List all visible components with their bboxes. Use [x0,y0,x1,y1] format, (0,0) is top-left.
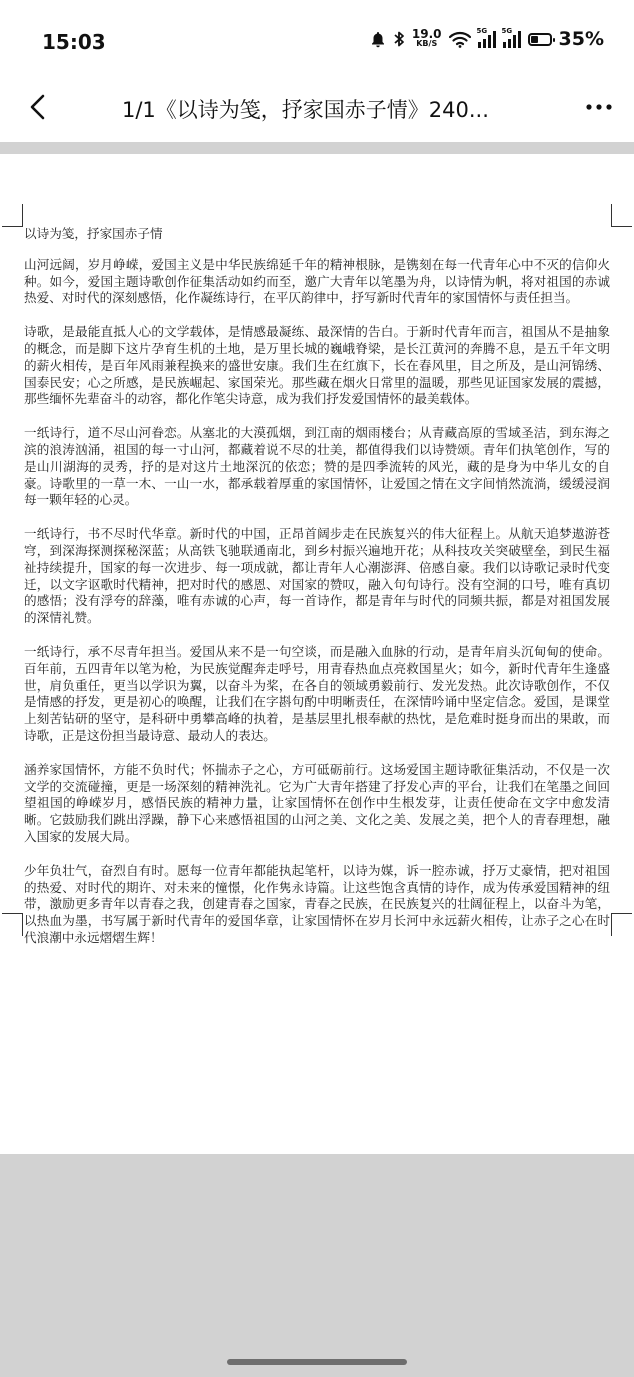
paragraph-3: 一纸诗行，道不尽山河眷恋。从塞北的大漠孤烟，到江南的烟雨楼台；从青藏高原的雪域圣洁，到东海之滨的浪涛汹涌，祖国的每一寸山河，都藏着说不尽的壮美，都值得我们以诗赞颂。青年们执笔创作，写的是山川湖海的灵秀，抒的是对这片土地深沉的依恋；赞的是四季流转的风光，藏的是身为中华儿女的自豪。诗歌里的一草一木、一山一水，都承载着厚重的家国情怀，让爱国之情在文字间悄然流淌，缓缓浸润每一颗年轻的心灵。 [24,425,610,508]
paragraph-2: 诗歌，是最能直抵人心的文学载体，是情感最凝练、最深情的告白。于新时代青年而言，祖国从不是抽象的概念，而是脚下这片孕育生机的土地，是万里长城的巍峨脊梁，是长江黄河的奔腾不息，是五千年文明的薪火相传，是百年风雨兼程换来的盛世安康。我们生在红旗下，长在春风里，目之所及，是山河锦绣、国泰民安；心之所感，是民族崛起、家国荣光。那些藏在烟火日常里的温暖，那些见证国家发展的震撼，那些缅怀先辈奋斗的动容，都化作笔尖诗意，成为我们抒发爱国情怀的最美载体。 [24,324,610,407]
signal-network-label-sim2: 5G [501,27,513,35]
signal-strength-icon-sim1 [476,27,496,48]
document-page[interactable] [0,154,634,1154]
home-indicator[interactable] [227,1359,407,1365]
crop-mark-top-right [611,204,632,227]
document-viewer[interactable] [0,142,634,1155]
signal-network-label-sim1: 5G [476,27,488,35]
signal-strength-icon-sim2 [501,27,521,48]
status-time: 15:03 [42,30,106,54]
paragraph-6: 涵养家国情怀，方能不负时代；怀揣赤子之心，方可砥砺前行。这场爱国主题诗歌征集活动，不仅是一次文学的交流碰撞，更是一场深刻的精神洗礼。它为广大青年搭建了抒发心声的平台，让我们在笔墨之间回望祖国的峥嵘岁月，感悟民族的精神力量，让家国情怀在创作中生根发芽，让责任使命在文字中愈发清晰。它鼓励我们跳出浮躁，静下心来感悟祖国的山河之美、文化之美、发展之美，把个人的青春理想，融入国家的发展大局。 [24,761,610,844]
paragraph-7: 少年负壮气，奋烈自有时。愿每一位青年都能执起笔杆，以诗为媒，诉一腔赤诚，抒万丈豪情，把对祖国的热爱、对时代的期许、对未来的憧憬，化作隽永诗篇。让这些饱含真情的诗作，成为传承爱国精神的纽带，激励更多青年以青春之我，创建青春之国家，青春之民族，在民族复兴的壮阔征程上，以奋斗为笔，以热血为墨，书写属于新时代青年的爱国华章，让家国情怀在岁月长河中永远薪火相传，让赤子之心在时代浪潮中永远熠熠生辉！ [24,862,610,945]
status-bar [0,0,634,80]
document-header [0,80,634,142]
paragraph-5: 一纸诗行，承不尽青年担当。爱国从来不是一句空谈，而是融入血脉的行动，是青年肩头沉甸甸的使命。百年前，五四青年以笔为枪，为民族觉醒奔走呼号，用青春热血点亮救国星火；如今，新时代青年生逢盛世，肩负重任，更当以学识为翼，以奋斗为桨，在各自的领域勇毅前行、发光发热。此次诗歌创作，不仅是情感的抒发，更是初心的唤醒，让我们在字斟句酌中明晰责任，在深情吟诵中坚定信念。爱国，是课堂上刻苦钻研的坚守，是科研中勇攀高峰的执着，是基层里扎根奉献的热忱，是危难时挺身而出的果敢，而诗歌，正是这份担当最诗意、最动人的表达。 [24,643,610,743]
battery-icon [528,33,552,46]
alarm-bell-icon [370,31,386,48]
more-dots-icon [585,103,613,111]
document-title: 1/1《以诗为笺，抒家国赤子情》240... [122,98,489,122]
wifi-icon [449,31,471,48]
back-button[interactable] [20,90,54,124]
document-heading: 以诗为笺，抒家国赤子情 [24,226,163,241]
paragraph-1: 山河远阔，岁月峥嵘，爱国主义是中华民族绵延千年的精神根脉，是镌刻在每一代青年心中不灭的信仰火种。如今，爱国主题诗歌创作征集活动如约而至，邀广大青年以笔墨为舟，以诗情为帆，将对祖国的赤诚热爱、对时代的深刻感悟，化作凝练诗行，在平仄韵律中，抒写新时代青年的家国情怀与责任担当。 [24,256,610,306]
status-icons [370,28,604,50]
battery-percent: 35% [558,28,604,50]
chevron-left-icon [27,93,47,121]
paragraph-4: 一纸诗行，书不尽时代华章。新时代的中国，正昂首阔步走在民族复兴的伟大征程上。从航天追梦遨游苍穹，到深海探测探秘深蓝；从高铁飞驰联通南北，到乡村振兴遍地开花；从科技攻关突破壁垒，到民生福祉持续提升，国家的每一次进步、每一项成就，都让青年人心潮澎湃、倍感自豪。我们以诗歌记录时代变迁，以文字讴歌时代精神，把对时代的感恩、对国家的赞叹，融入句句诗行。没有空洞的口号，唯有真切的感悟；没有浮夸的辞藻，唯有赤诚的心声，每一首诗作，都是青年与时代的同频共振，都是对祖国发展的深情礼赞。 [24,526,610,626]
document-content [24,226,610,964]
crop-mark-top-left [2,204,23,227]
more-options-button[interactable] [582,92,616,122]
bluetooth-icon [393,30,405,48]
viewer-bottom-area [0,1155,634,1377]
crop-mark-bottom-left [2,913,23,936]
network-speed-value: 19.0 [411,27,442,41]
crop-mark-bottom-right [611,913,632,936]
network-speed [412,29,442,49]
network-speed-unit: KB/S [416,39,438,48]
